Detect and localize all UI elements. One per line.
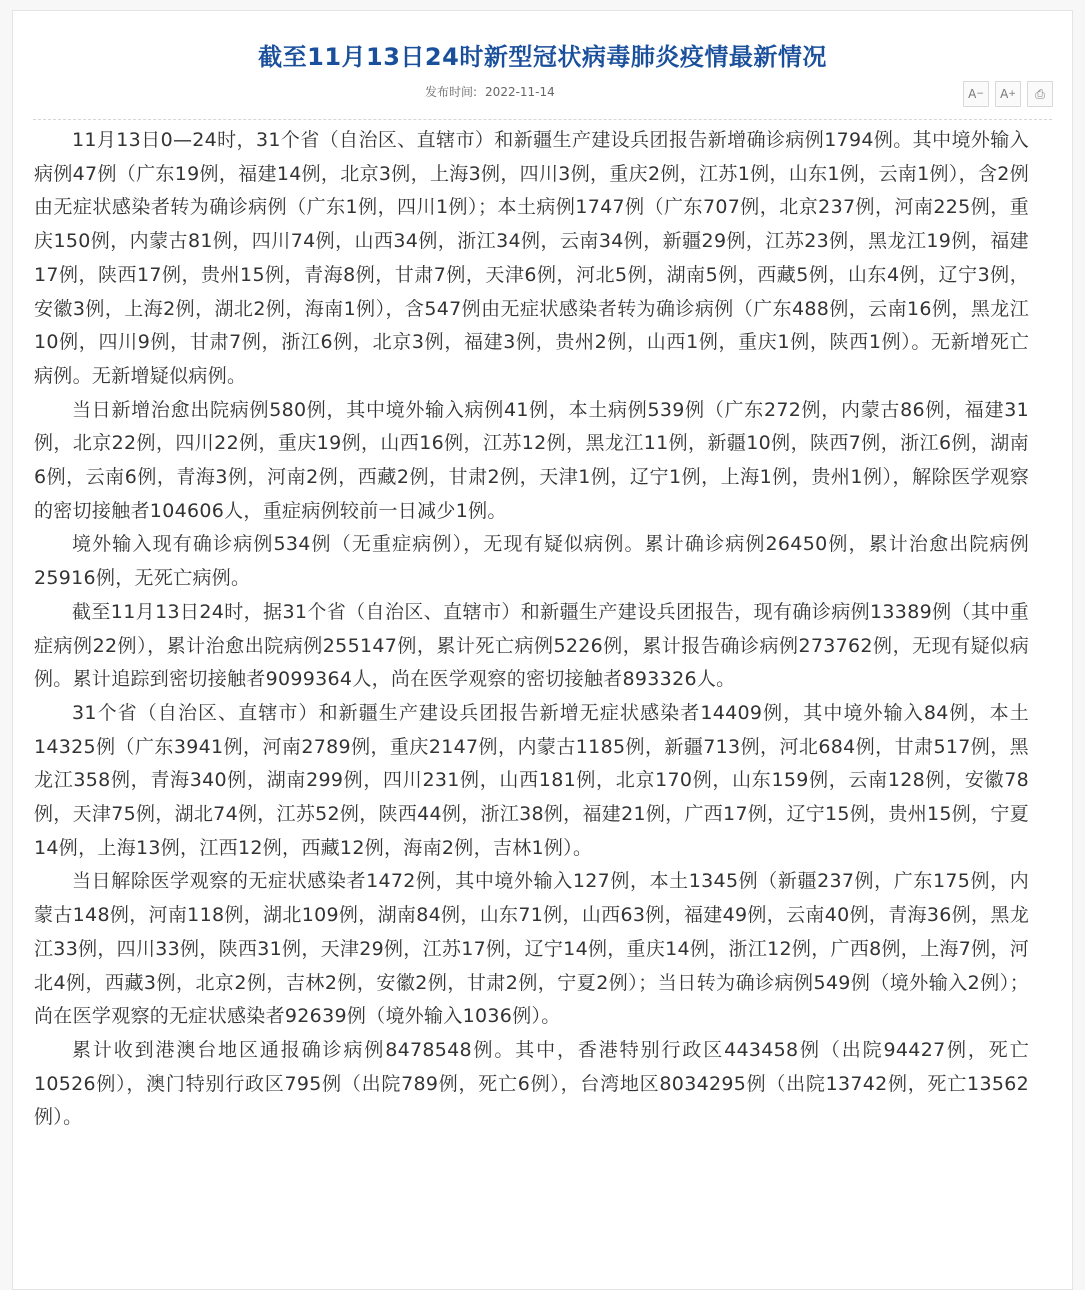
article-body — [34, 124, 1029, 1135]
publish-date: 2022-11-14 — [485, 85, 555, 99]
print-icon: ⎙ — [1035, 86, 1045, 101]
font-decrease-button[interactable] — [963, 81, 989, 107]
publish-info — [425, 83, 555, 100]
print-button[interactable] — [1027, 81, 1053, 107]
article-title: 截至11月13日24时新型冠状病毒肺炎疫情最新情况 — [258, 43, 827, 71]
article-toolbar — [963, 81, 1053, 107]
paragraph-asymptomatic-released: 当日解除医学观察的无症状感染者1472例，其中境外输入127例，本土1345例（新疆237例，广东175例，内蒙古148例，河南118例，湖北109例，湖南84例，山东71例，山西63例，福建49例，云南40例，青海36例，黑龙江33例，四川33例，陕西31例，天津29例，江苏17例，辽宁14例，重庆14例，浙江12例，广西8例，上海7例，河北4例，西藏3例，北京2例，吉林2例，安徽2例，甘肃2例，宁夏2例）；当日转为确诊病例549例（境外输入2例）；尚在医学观察的无症状感染者92639例（境外输入1036例）。 — [34, 870, 1029, 1028]
minus-icon: − — [976, 89, 984, 99]
title-divider — [33, 119, 1052, 120]
paragraph-hk-mo-tw: 累计收到港澳台地区通报确诊病例8478548例。其中，香港特别行政区443458例（出院94427例，死亡10526例），澳门特别行政区795例（出院789例，死亡6例），台湾地区8034295例（出院13742例，死亡13562例）。 — [34, 1038, 1029, 1129]
paragraph-confirmed: 11月13日0—24时，31个省（自治区、直辖市）和新疆生产建设兵团报告新增确诊病例1794例。其中境外输入病例47例（广东19例，福建14例，北京3例，上海3例，四川3例，重庆2例，江苏1例，山东1例，云南1例），含2例由无症状感染者转为确诊病例（广东1例，四川1例）；本土病例1747例（广东707例，北京237例，河南225例，重庆150例，内蒙古81例，四川74例，山西34例，浙江34例，云南34例，新疆29例，江苏23例，黑龙江19例，福建17例，陕西17例，贵州15例，青海8例，甘肃7例，天津6例，河北5例，湖南5例，西藏5例，山东4例，辽宁3例，安徽3例，上海2例，湖北2例，海南1例），含547例由无症状感染者转为确诊病例（广东488例，云南16例，黑龙江10例，四川9例，甘肃7例，浙江6例，北京3例，福建3例，贵州2例，山西1例，重庆1例，陕西1例）。无新增死亡病例。无新增疑似病例。 — [34, 129, 1029, 387]
font-decrease-label: A — [968, 87, 977, 101]
paragraph-recovered: 当日新增治愈出院病例580例，其中境外输入病例41例，本土病例539例（广东272例，内蒙古86例，福建31例，北京22例，四川22例，重庆19例，山西16例，江苏12例，黑龙江11例，新疆10例，陕西7例，浙江6例，湖南6例，云南6例，青海3例，河南2例，西藏2例，甘肃2例，天津1例，辽宁1例，上海1例，贵州1例），解除医学观察的密切接触者104606人，重症病例较前一日减少1例。 — [34, 398, 1029, 522]
font-increase-label: A — [1000, 87, 1009, 101]
paragraph-imported: 境外输入现有确诊病例534例（无重症病例），无现有疑似病例。累计确诊病例26450例，累计治愈出院病例25916例，无死亡病例。 — [34, 533, 1029, 590]
paragraph-cumulative: 截至11月13日24时，据31个省（自治区、直辖市）和新疆生产建设兵团报告，现有确诊病例13389例（其中重症病例22例），累计治愈出院病例255147例，累计死亡病例5226例，累计报告确诊病例273762例，无现有疑似病例。累计追踪到密切接触者9099364人，尚在医学观察的密切接触者893326人。 — [34, 600, 1029, 691]
paragraph-asymptomatic: 31个省（自治区、直辖市）和新疆生产建设兵团报告新增无症状感染者14409例，其中境外输入84例，本土14325例（广东3941例，河南2789例，重庆2147例，内蒙古1185例，新疆713例，河北684例，甘肃517例，黑龙江358例，青海340例，湖南299例，四川231例，山西181例，北京170例，山东159例，云南128例，安徽78例，天津75例，湖北74例，江苏52例，陕西44例，浙江38例，福建21例，广西17例，辽宁15例，贵州15例，宁夏14例，上海13例，江西12例，西藏12例，海南2例，吉林1例）。 — [34, 701, 1029, 859]
plus-icon: + — [1008, 89, 1016, 99]
font-increase-button[interactable] — [995, 81, 1021, 107]
publish-label: 发布时间: — [425, 85, 478, 99]
